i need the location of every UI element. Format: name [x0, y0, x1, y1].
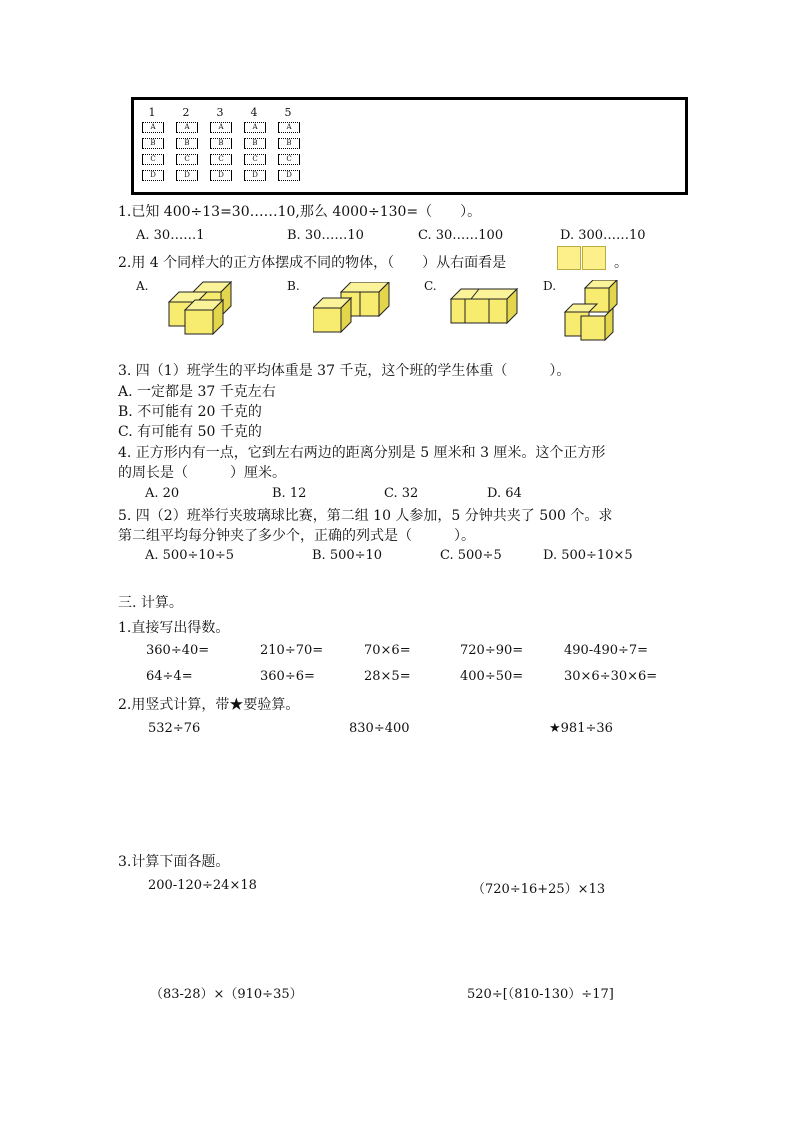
card-number: 1 [148, 106, 156, 119]
q4-stem-line2: 的周长是（ ）厘米。 [118, 465, 286, 481]
q5-option-c[interactable]: C. 500÷5 [440, 548, 502, 563]
q5-stem-line2: 第二组平均每分钟夹了多少个，正确的列式是（ ）。 [118, 528, 475, 544]
oral-item: 64÷4= [146, 669, 193, 684]
q2-stem-end: 。 [614, 255, 628, 271]
answer-bubble[interactable]: C [142, 154, 164, 165]
answer-bubble[interactable]: C [176, 154, 198, 165]
answer-bubble[interactable]: C [244, 154, 266, 165]
q1-stem: 1.已知 400÷13=30……10,那么 4000÷130=（ ）。 [118, 204, 482, 220]
answer-bubble[interactable]: A [210, 122, 232, 133]
oral-item: 360÷6= [260, 669, 315, 684]
mixed-item: 200-120÷24×18 [148, 878, 257, 893]
q2-stem: 2.用 4 个同样大的正方体摆成不同的物体，（ ）从右面看是 [118, 255, 507, 271]
answer-bubble[interactable]: B [176, 138, 198, 149]
q1-option-a[interactable]: A. 30……1 [136, 228, 205, 243]
answer-bubble[interactable]: B [278, 138, 300, 149]
part3-title: 3.计算下面各题。 [118, 854, 230, 870]
vertical-item: 830÷400 [349, 721, 410, 736]
q1-option-d[interactable]: D. 300……10 [560, 228, 646, 243]
q3-option-b[interactable]: B. 不可能有 20 千克的 [118, 404, 262, 420]
oral-item: 210÷70= [260, 643, 324, 658]
section3-title: 三. 计算。 [118, 595, 183, 611]
right-view-figure [557, 246, 607, 270]
card-number: 2 [182, 106, 190, 119]
oral-item: 720÷90= [460, 643, 524, 658]
q5-option-d[interactable]: D. 500÷10×5 [543, 548, 633, 563]
q2-option-c-label[interactable]: C. [424, 279, 437, 293]
q2-option-d-label[interactable]: D. [543, 279, 557, 293]
answer-bubble[interactable]: A [244, 122, 266, 133]
q2-option-a-label[interactable]: A. [136, 279, 149, 293]
answer-bubble[interactable]: B [210, 138, 232, 149]
oral-item: 490-490÷7= [564, 643, 649, 658]
answer-bubble[interactable]: C [210, 154, 232, 165]
answer-bubble[interactable]: B [244, 138, 266, 149]
card-number: 4 [250, 106, 258, 119]
part2-title: 2.用竖式计算，带★要验算。 [118, 697, 300, 713]
cube-figure-c [449, 285, 521, 329]
oral-item: 400÷50= [460, 669, 524, 684]
q4-option-a[interactable]: A. 20 [145, 486, 180, 501]
q3-option-a[interactable]: A. 一定都是 37 千克左右 [118, 384, 276, 400]
oral-item: 28×5= [364, 669, 411, 684]
answer-bubble[interactable]: D [244, 170, 266, 181]
answer-bubble[interactable]: D [142, 170, 164, 181]
q3-stem: 3. 四（1）班学生的平均体重是 37 千克，这个班的学生体重（ ）。 [118, 363, 571, 379]
q1-option-b[interactable]: B. 30……10 [287, 228, 364, 243]
mixed-item: （83-28）×（910÷35） [150, 987, 303, 1002]
answer-bubble[interactable]: A [176, 122, 198, 133]
cube-figure-d [563, 280, 625, 344]
q5-option-b[interactable]: B. 500÷10 [312, 548, 383, 563]
vertical-item: 532÷76 [148, 721, 201, 736]
answer-bubble[interactable]: D [176, 170, 198, 181]
mixed-item: （720÷16+25）×13 [472, 882, 606, 897]
card-number: 3 [216, 106, 224, 119]
q4-option-d[interactable]: D. 64 [487, 486, 522, 501]
mixed-item: 520÷[（810-130）÷17] [467, 987, 614, 1002]
oral-item: 30×6÷30×6= [564, 669, 658, 684]
q5-option-a[interactable]: A. 500÷10÷5 [145, 548, 235, 563]
answer-bubble[interactable]: D [278, 170, 300, 181]
answer-bubble[interactable]: C [278, 154, 300, 165]
answer-bubble[interactable]: B [142, 138, 164, 149]
q5-stem-line1: 5. 四（2）班举行夹玻璃球比赛，第二组 10 人参加，5 分钟共夹了 500 个。求 [118, 508, 613, 524]
q4-option-b[interactable]: B. 12 [272, 486, 307, 501]
cube-figure-a [165, 278, 237, 336]
card-number: 5 [284, 106, 292, 119]
vertical-item: ★981÷36 [549, 721, 613, 736]
answer-bubble[interactable]: A [278, 122, 300, 133]
q1-option-c[interactable]: C. 30……100 [418, 228, 504, 243]
q3-option-c[interactable]: C. 有可能有 50 千克的 [118, 424, 262, 440]
answer-card [131, 97, 688, 195]
oral-item: 70×6= [364, 643, 411, 658]
q4-stem-line1: 4. 正方形内有一点，它到左右两边的距离分别是 5 厘米和 3 厘米。这个正方形 [118, 445, 606, 461]
answer-bubble[interactable]: A [142, 122, 164, 133]
q4-option-c[interactable]: C. 32 [384, 486, 419, 501]
answer-bubble[interactable]: D [210, 170, 232, 181]
cube-figure-b [313, 282, 393, 334]
q2-option-b-label[interactable]: B. [287, 279, 300, 293]
part1-title: 1.直接写出得数。 [118, 620, 230, 636]
oral-item: 360÷40= [146, 643, 210, 658]
